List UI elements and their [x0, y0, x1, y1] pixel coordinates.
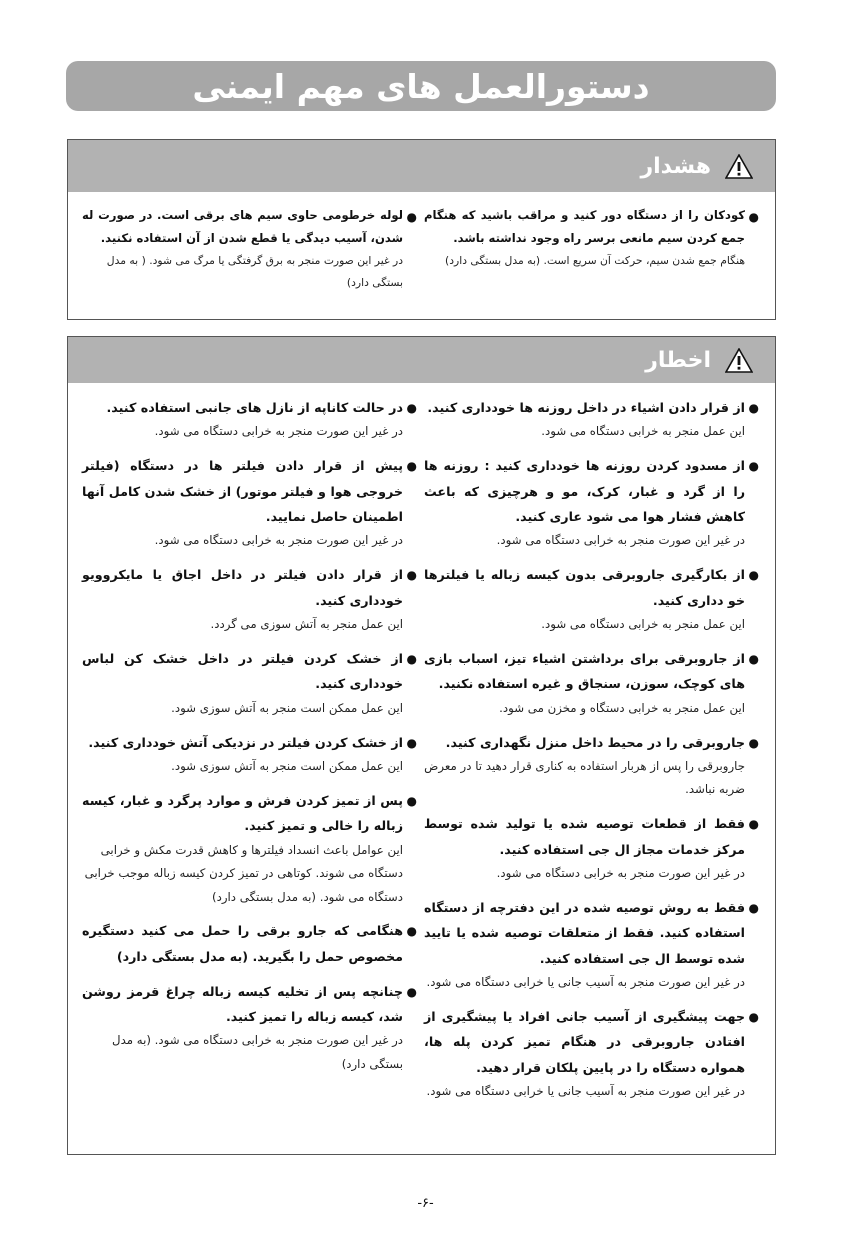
page-title-bar [66, 61, 776, 111]
safety-item-instruction: از خشک کردن فیلتر در نزدیکی آتش خودداری کنید. [88, 734, 403, 750]
safety-item-note: در غیر این صورت منجر به آسیب جانی یا خرابی دستگاه می شود. [426, 1084, 745, 1099]
safety-item-instruction: از بکارگیری جاروبرقی بدون کیسه زباله یا فیلترها خو دداری کنید. [424, 567, 745, 608]
safety-item [82, 646, 417, 720]
safety-item-instruction: از خشک کردن فیلتر در داخل خشک کن لباس خودداری کنید. [82, 650, 403, 692]
safety-item-instruction: کودکان را از دستگاه دور کنید و مراقب باشید که هنگام جمع کردن سیم مانعی برسر راه وجود نداشته باشد. [424, 208, 745, 246]
safety-item-instruction: جهت پیشگیری از آسیب جانی افراد یا پیشگیری از افتادن جاروبرقی در هنگام تمیز کردن پله ها، همواره دستگاه را در پایین پلکان قرار دهید. [424, 1008, 745, 1075]
bullet-icon: ● [406, 984, 417, 999]
safety-item-note: جاروبرقی را پس از هربار استفاده به کناری قرار دهید تا در معرض ضربه نباشد. [424, 758, 745, 797]
safety-item [424, 204, 759, 272]
danger-right-column [424, 395, 759, 1113]
bullet-icon: ● [748, 568, 759, 583]
safety-item [82, 788, 417, 909]
safety-item-instruction: فقط به روش توصیه شده در این دفترچه از دستگاه استفاده کنید. فقط از متعلقات توصیه شده یا تایید شده توسط ال جی استفاده کنید. [424, 899, 745, 966]
safety-item-instruction: فقط از قطعات توصیه شده یا تولید شده توسط مرکز خدمات مجاز ال جی استفاده کنید. [424, 816, 745, 857]
safety-item [82, 979, 417, 1077]
safety-item [82, 453, 417, 553]
bullet-icon: ● [748, 735, 759, 750]
safety-item-instruction: در حالت کاناپه از نازل های جانبی استفاده کنید. [106, 400, 403, 415]
safety-item [82, 918, 417, 969]
warning-right-column [424, 204, 759, 302]
bullet-icon: ● [748, 900, 759, 915]
page-number: -۶- [417, 1196, 434, 1211]
bullet-icon: ● [406, 210, 417, 224]
safety-item [82, 395, 417, 444]
safety-item [82, 562, 417, 636]
safety-item-note: این عمل ممکن است منجر به آتش سوزی شود. [171, 758, 403, 773]
bullet-icon: ● [748, 1009, 759, 1024]
safety-item-note: این عمل منجر به خرابی دستگاه می شود. [541, 617, 745, 632]
safety-item-note: این عمل منجر به آتش سوزی می گردد. [210, 617, 403, 632]
safety-item [424, 895, 759, 995]
safety-item-instruction: چنانچه پس از تخلیه کیسه زباله چراغ قرمز روشن شد، کیسه زباله را تمیز کنید. [82, 983, 403, 1024]
warning-triangle-icon [725, 348, 753, 373]
bullet-icon: ● [406, 568, 417, 583]
safety-item [424, 453, 759, 553]
bullet-icon: ● [406, 735, 417, 750]
safety-item-note: در غیر این صورت منجر به خرابی دستگاه می شود. [154, 533, 403, 548]
danger-title: اخطار [645, 347, 711, 373]
danger-header [68, 337, 775, 383]
safety-item [424, 811, 759, 885]
safety-item [424, 646, 759, 720]
bullet-icon: ● [406, 401, 417, 415]
danger-section [67, 336, 776, 1155]
safety-item-instruction: پیش از قرار دادن فیلتر ها در دستگاه (فیلتر خروجی هوا و فیلتر موتور) از خشک شدن کامل آنها اطمینان حاصل نمایید. [82, 458, 403, 525]
bullet-icon: ● [748, 210, 759, 224]
bullet-icon: ● [748, 817, 759, 832]
safety-item-instruction: از قرار دادن فیلتر در داخل اجاق یا مایکروویو خودداری کنید. [82, 567, 403, 608]
bullet-icon: ● [748, 459, 759, 474]
bullet-icon: ● [406, 924, 417, 939]
safety-item-instruction: از مسدود کردن روزنه ها خودداری کنید : روزنه ها را از گرد و غبار، کرک، مو و هرچیزی که باعث کاهش فشار هوا می شود عاری کنید. [424, 458, 745, 525]
safety-item [424, 562, 759, 636]
safety-item-note: در غیر این صورت منجر به خرابی دستگاه می شود. [496, 533, 745, 548]
safety-item [424, 395, 759, 444]
warning-title: هشدار [640, 153, 711, 179]
safety-item-note: این عمل منجر به خرابی دستگاه می شود. [541, 424, 745, 439]
safety-item-instruction: لوله خرطومی حاوی سیم های برقی است. در صورت له شدن، آسیب دیدگی یا قطع شدن از آن استفاده نکنید. [82, 208, 403, 246]
safety-item-instruction: هنگامی که جارو برقی را حمل می کنید دستگیره مخصوص حمل را بگیرید. (به مدل بستگی دارد) [82, 923, 403, 964]
page-title: دستورالعمل های مهم ایمنی [192, 66, 650, 106]
warning-left-column [82, 204, 417, 302]
danger-left-column [82, 395, 417, 1113]
safety-item [82, 730, 417, 779]
bullet-icon: ● [748, 401, 759, 415]
bullet-icon: ● [406, 793, 417, 808]
safety-item [82, 204, 417, 293]
safety-item [424, 730, 759, 802]
safety-item-note: هنگام جمع شدن سیم، حرکت آن سریع است. (به مدل بستگی دارد) [445, 254, 745, 268]
bullet-icon: ● [748, 651, 759, 666]
safety-item-note: در غیر این صورت منجر به خرابی دستگاه می شود. [154, 424, 403, 439]
warning-section [67, 139, 776, 320]
safety-item-note: در غیر این صورت منجر به خرابی دستگاه می شود. (به مدل بستگی دارد) [112, 1033, 403, 1071]
safety-item-note: در غیر این صورت منجر به برق گرفتگی یا مرگ می شود. ( به مدل بستگی دارد) [106, 254, 403, 289]
safety-item-note: این عمل منجر به خرابی دستگاه و مخزن می شود. [499, 700, 745, 715]
bullet-icon: ● [406, 651, 417, 666]
safety-item-instruction: پس از تمیز کردن فرش و موارد پرگرد و غبار، کیسه زباله را خالی و تمیز کنید. [82, 792, 403, 834]
safety-item-note: این عمل ممکن است منجر به آتش سوزی شود. [171, 700, 403, 715]
warning-triangle-icon [725, 154, 753, 179]
bullet-icon: ● [406, 459, 417, 474]
safety-item-note: در غیر این صورت منجر به آسیب جانی یا خرابی دستگاه می شود. [426, 975, 745, 990]
warning-header [68, 140, 775, 192]
safety-item-instruction: از قرار دادن اشیاء در داخل روزنه ها خودداری کنید. [427, 400, 745, 415]
safety-item-note: این عوامل باعث انسداد فیلترها و کاهش قدرت مکش و خرابی دستگاه می شوند. کوتاهی در تمیز کردن کیسه زباله موجب خرابی دستگاه می شود. (به مدل بستگی دارد) [84, 842, 403, 904]
safety-item-note: در غیر این صورت منجر به خرابی دستگاه می شود. [496, 866, 745, 881]
safety-item-instruction: از جاروبرقی برای برداشتن اشیاء تیز، اسباب بازی های کوچک، سوزن، سنجاق و غیره استفاده نکنید. [424, 650, 745, 692]
safety-item-instruction: جاروبرقی را در محیط داخل منزل نگهداری کنید. [445, 734, 745, 750]
safety-item [424, 1004, 759, 1104]
